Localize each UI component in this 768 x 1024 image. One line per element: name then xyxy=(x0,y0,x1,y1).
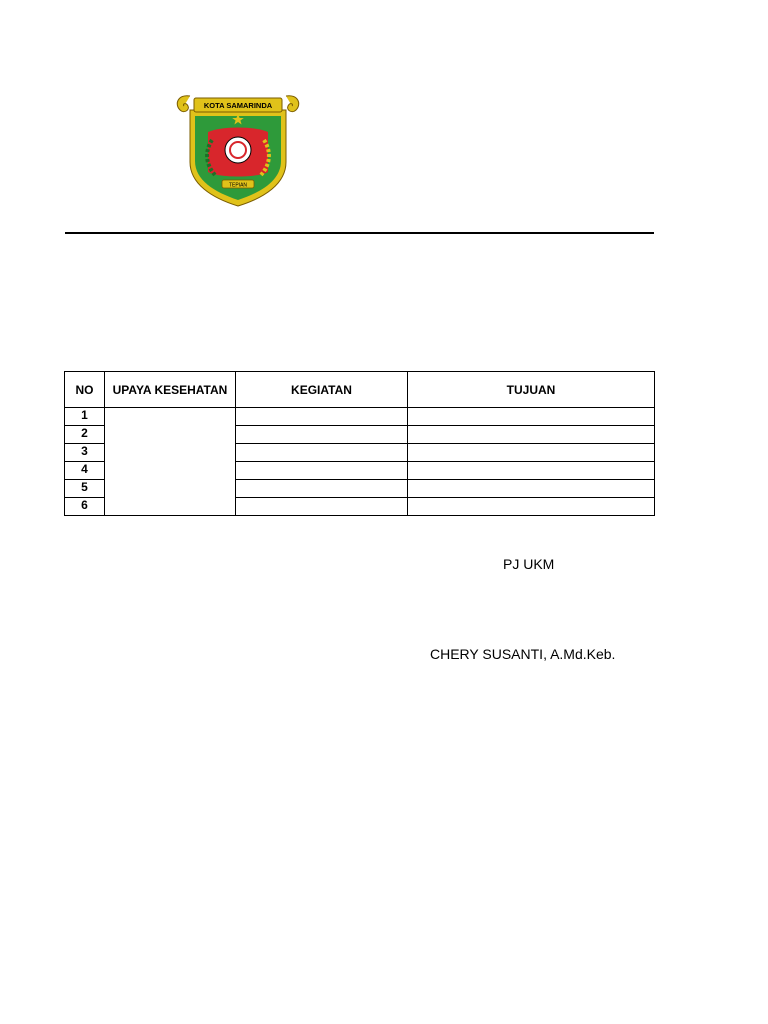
kegiatan-cell xyxy=(236,462,408,480)
upaya-kesehatan-cell xyxy=(105,408,236,516)
header-no: NO xyxy=(65,372,105,408)
tujuan-cell xyxy=(408,444,655,462)
kegiatan-cell xyxy=(236,444,408,462)
row-number: 5 xyxy=(65,480,105,498)
left-scroll-ornament xyxy=(177,96,190,112)
row-number: 3 xyxy=(65,444,105,462)
kegiatan-cell xyxy=(236,408,408,426)
tujuan-cell xyxy=(408,426,655,444)
kegiatan-cell xyxy=(236,480,408,498)
tujuan-cell xyxy=(408,480,655,498)
header-upaya-kesehatan: UPAYA KESEHATAN xyxy=(105,372,236,408)
row-number: 2 xyxy=(65,426,105,444)
right-scroll-ornament xyxy=(286,96,299,112)
row-number: 1 xyxy=(65,408,105,426)
row-number: 4 xyxy=(65,462,105,480)
header-tujuan: TUJUAN xyxy=(408,372,655,408)
table-header-row xyxy=(65,372,655,408)
header-kegiatan: KEGIATAN xyxy=(236,372,408,408)
row-number: 6 xyxy=(65,498,105,516)
signature-name: CHERY SUSANTI, A.Md.Keb. xyxy=(430,646,616,662)
tujuan-cell xyxy=(408,408,655,426)
motto-text: TEPIAN xyxy=(228,182,248,189)
kegiatan-cell xyxy=(236,426,408,444)
header-divider xyxy=(65,232,654,234)
tujuan-cell xyxy=(408,462,655,480)
tujuan-cell xyxy=(408,498,655,516)
kegiatan-cell xyxy=(236,498,408,516)
banner-text: KOTA SAMARINDA xyxy=(203,101,273,110)
center-medallion xyxy=(225,137,251,163)
activity-table xyxy=(64,371,655,516)
signature-role: PJ UKM xyxy=(503,556,555,572)
table-row xyxy=(65,408,655,426)
kota-samarinda-emblem xyxy=(172,92,304,208)
